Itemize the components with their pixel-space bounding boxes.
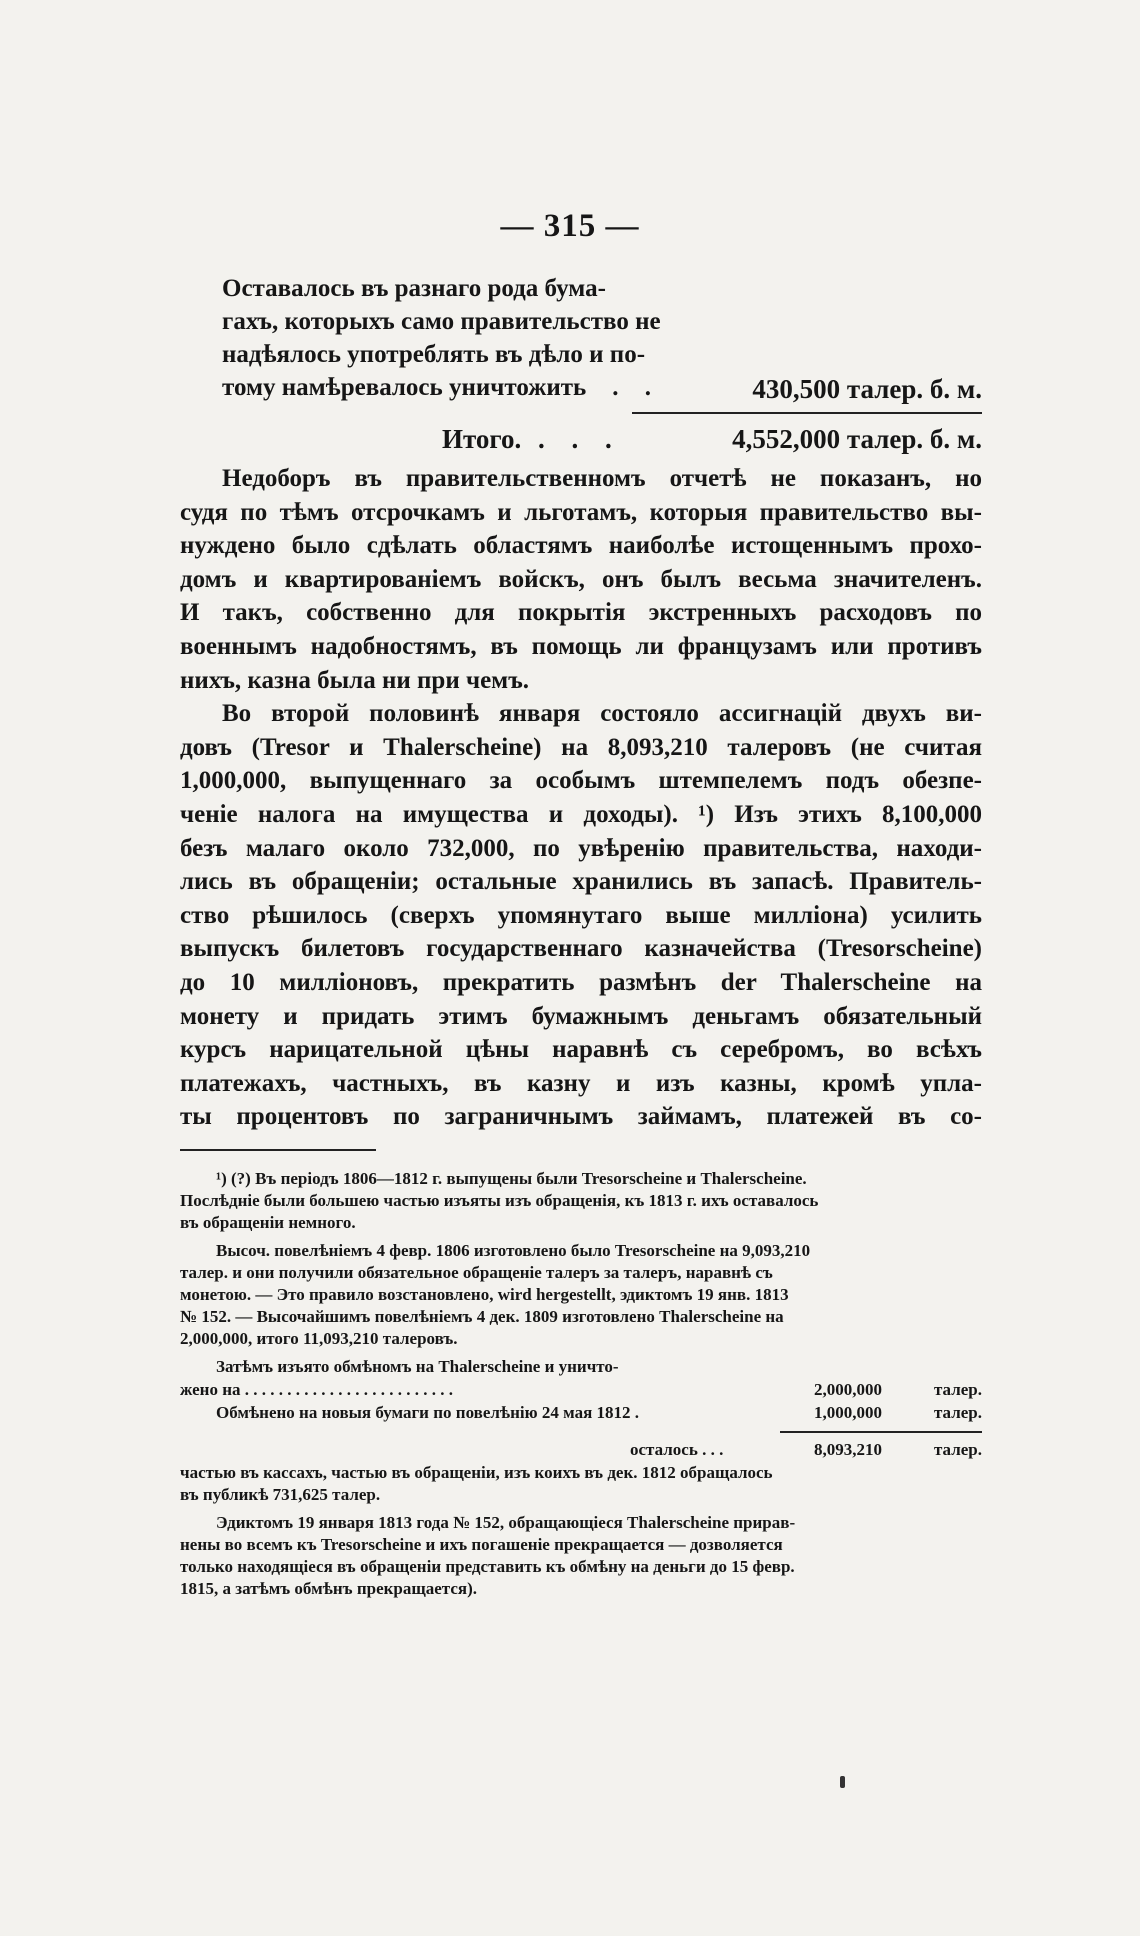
paragraph-line: курсъ нарицательной цѣны наравнѣ съ серебромъ, во всѣхъ: [180, 1036, 982, 1064]
footnote-line: талер. и они получили обязательное обращеніе талеръ за талеръ, наравнѣ съ: [180, 1263, 773, 1282]
leader-dots: . .: [612, 374, 662, 401]
table-unit: талер.: [934, 1440, 982, 1459]
ink-mark: [840, 1776, 845, 1788]
remaining-papers-amount: 430,500 талер. б. м.: [752, 374, 982, 404]
total-label: Итого.: [442, 424, 522, 454]
footnote-line: Эдиктомъ 19 января 1813 года № 152, обращающіеся Thalerscheine прирав-: [216, 1513, 796, 1532]
footnote-line: нены во всемъ къ Tresorscheine и ихъ погашеніе прекращается — дозволяется: [180, 1535, 783, 1554]
paragraph-line: нуждено было сдѣлать областямъ наиболѣе истощеннымъ прохо-: [180, 532, 982, 560]
footnote-separator: [180, 1149, 376, 1151]
paragraph-line: нихъ, казна была ни при чемъ.: [180, 666, 530, 694]
footnote-table-row: [180, 1356, 982, 1379]
text-line: надѣялось употреблять въ дѣло и по-: [222, 341, 646, 368]
total-amount: 4,552,000 талер. б. м.: [732, 424, 982, 454]
remaining-papers-entry: [222, 272, 982, 412]
remaining-papers-text: [222, 272, 662, 404]
table-label: Затѣмъ изъято обмѣномъ на Thalerscheine и уничто-: [216, 1357, 619, 1376]
total-dots: . . .: [538, 424, 622, 454]
main-text: [180, 462, 982, 1134]
footnote-table-row: [180, 1402, 982, 1425]
footnote-table: [180, 1356, 982, 1462]
paragraph-line: судя по тѣмъ отсрочкамъ и льготамъ, которыя правительство вы-: [180, 498, 982, 526]
text-line: Оставалось въ разнаго рода бума-: [222, 275, 606, 302]
footnote-line: Высоч. повелѣніемъ 4 февр. 1806 изготовлено было Tresorscheine на 9,093,210: [216, 1241, 811, 1260]
text-line-content: тому намѣревалось уничтожить: [222, 374, 587, 401]
footnote-line: № 152. — Высочайшимъ повелѣніемъ 4 дек. 1809 изготовлено Thalerscheine на: [180, 1307, 784, 1326]
page-number: — 315 —: [500, 208, 640, 244]
total-rule: [632, 412, 982, 414]
paragraph-line: военнымъ надобностямъ, въ помощь ли французамъ или противъ: [180, 632, 982, 660]
paragraph-line: ченіе налога на имущества и доходы). ¹) Изъ этихъ 8,100,000: [180, 800, 982, 828]
footnote-line: 2,000,000, итого 11,093,210 талеровъ.: [180, 1329, 458, 1348]
paragraph-line: довъ (Tresor и Thalerscheine) на 8,093,210 талеровъ (не считая: [180, 733, 982, 761]
paragraph-line: лись въ обращеніи; остальные хранились въ запасѣ. Правитель-: [180, 868, 982, 896]
footnote-line: только находящіеся въ обращеніи представить къ обмѣну на деньги до 15 февр.: [180, 1557, 795, 1576]
footnote-line: ¹) (?) Въ періодъ 1806—1812 г. выпущены были Tresorscheine и Thalerscheine.: [216, 1169, 807, 1188]
paragraph-line: платежахъ, частныхъ, въ казну и изъ казны, кромѣ упла-: [180, 1069, 982, 1097]
table-label: жено на . . . . . . . . . . . . . . . . . . . . . . . . .: [180, 1380, 453, 1399]
footnote-table-row: [180, 1439, 982, 1462]
table-value: 8,093,210: [814, 1440, 882, 1459]
footnote-line: монетою. — Это правило возстановлено, wird hergestellt, эдиктомъ 19 янв. 1813: [180, 1285, 789, 1304]
paragraph-line: ство рѣшилось (сверхъ упомянутаго выше милліона) усилить: [180, 901, 982, 929]
paragraph-line: до 10 милліоновъ, прекратить размѣнъ der Thalerscheine на: [180, 968, 982, 996]
footnote-line: частью въ кассахъ, частью въ обращеніи, изъ коихъ въ дек. 1812 обращалось: [180, 1463, 773, 1482]
table-unit: талер.: [934, 1403, 982, 1422]
footnote-line: въ публикѣ 731,625 талер.: [180, 1485, 381, 1504]
paragraph-line: 1,000,000, выпущеннаго за особымъ штемпелемъ подъ обезпе-: [180, 767, 982, 795]
table-unit: талер.: [934, 1380, 982, 1399]
footnote-table-row: [180, 1379, 982, 1402]
footnotes: [180, 1168, 982, 1600]
paragraph-line: домъ и квартированіемъ войскъ, онъ былъ весьма значителенъ.: [180, 565, 982, 593]
table-value: 1,000,000: [814, 1403, 882, 1422]
text-line: [222, 371, 662, 404]
paragraph-line: ты процентовъ по заграничнымъ займамъ, платежей въ со-: [180, 1103, 982, 1131]
paragraph-line: выпускъ билетовъ государственнаго казначейства (Tresorscheine): [180, 935, 982, 963]
table-sum-rule: [780, 1431, 982, 1433]
text-line: гахъ, которыхъ само правительство не: [222, 308, 661, 335]
total-row: [222, 424, 982, 460]
paragraph-line: Недоборъ въ правительственномъ отчетѣ не показанъ, но: [222, 465, 982, 492]
footnote-line: въ обращеніи немного.: [180, 1213, 356, 1232]
paragraph-line: безъ малаго около 732,000, по увѣренію правительства, находи-: [180, 834, 982, 862]
footnote-line: Послѣдніе были большею частью изъяты изъ обращенія, къ 1813 г. ихъ оставалось: [180, 1191, 819, 1210]
paragraph-line: Во второй половинѣ января состояло ассигнацій двухъ ви-: [222, 700, 982, 728]
table-label: осталось . . .: [630, 1440, 724, 1459]
paragraph-line: монету и придать этимъ бумажнымъ деньгамъ обязательный: [180, 1002, 982, 1030]
footnote-line: 1815, а затѣмъ обмѣнъ прекращается).: [180, 1579, 477, 1598]
table-value: 2,000,000: [814, 1380, 882, 1399]
paragraph-line: И такъ, собственно для покрытія экстренныхъ расходовъ по: [180, 599, 982, 627]
table-label: Обмѣнено на новыя бумаги по повелѣнію 24 мая 1812 .: [216, 1403, 640, 1422]
